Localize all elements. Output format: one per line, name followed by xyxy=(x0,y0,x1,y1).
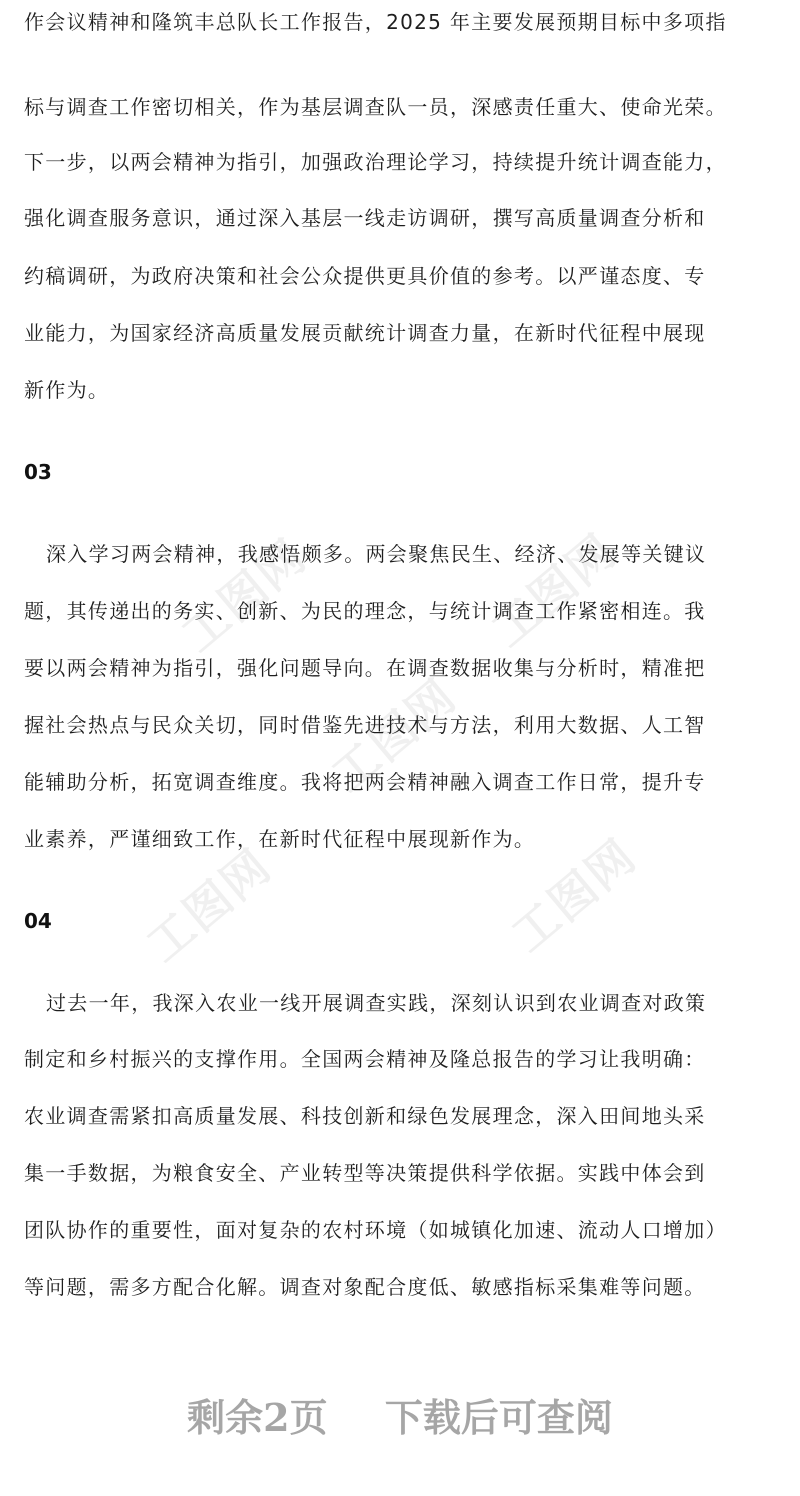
watermark: 工图网 xyxy=(481,523,627,658)
paragraph-line: 握社会热点与民众关切，同时借鉴先进技术与方法，利用大数据、人工智 xyxy=(24,713,706,737)
paragraph-line: 等问题，需多方配合化解。调查对象配合度低、敏感指标采集难等问题。 xyxy=(24,1275,706,1299)
paragraph-line: 制定和乡村振兴的支撑作用。全国两会精神及隆总报告的学习让我明确： xyxy=(24,1047,706,1071)
download-prompt[interactable] xyxy=(0,1388,800,1448)
section-heading-03: 03 xyxy=(24,460,52,484)
watermark: 工图网 xyxy=(321,668,467,803)
section-heading-04: 04 xyxy=(24,909,52,933)
paragraph-line: 下一步，以两会精神为指引，加强政治理论学习，持续提升统计调查能力， xyxy=(24,150,727,174)
paragraph-line: 集一手数据，为粮食安全、产业转型等决策提供科学依据。实践中体会到 xyxy=(24,1161,706,1185)
paragraph-line: 农业调查需紧扣高质量发展、科技创新和绿色发展理念，深入田间地头采 xyxy=(24,1104,706,1128)
paragraph-line: 标与调查工作密切相关，作为基层调查队一员，深感责任重大、使命光荣。 xyxy=(24,95,727,119)
download-to-view-label: 下载后可查阅 xyxy=(384,1395,613,1440)
watermark: 工图网 xyxy=(501,828,647,963)
paragraph-line: 强化调查服务意识，通过深入基层一线走访调研，撰写高质量调查分析和 xyxy=(24,206,706,230)
paragraph-line: 新作为。 xyxy=(24,378,110,402)
paragraph-line: 能辅助分析，拓宽调查维度。我将把两会精神融入调查工作日常，提升专 xyxy=(24,770,706,794)
remaining-pages-label: 剩余2页 xyxy=(187,1395,328,1440)
paragraph-line: 约稿调研，为政府决策和社会公众提供更具价值的参考。以严谨态度、专 xyxy=(24,264,706,288)
paragraph-line: 题，其传递出的务实、创新、为民的理念，与统计调查工作紧密相连。我 xyxy=(24,599,706,623)
watermark: 工图网 xyxy=(171,528,317,663)
paragraph-line: 深入学习两会精神，我感悟颇多。两会聚焦民生、经济、发展等关键议 xyxy=(46,542,707,566)
paragraph-line: 作会议精神和隆筑丰总队长工作报告，2025 年主要发展预期目标中多项指 xyxy=(24,10,727,34)
paragraph-line: 业素养，严谨细致工作，在新时代征程中展现新作为。 xyxy=(24,827,536,851)
paragraph-line: 过去一年，我深入农业一线开展调查实践，深刻认识到农业调查对政策 xyxy=(46,991,707,1015)
paragraph-line: 要以两会精神为指引，强化问题导向。在调查数据收集与分析时，精准把 xyxy=(24,656,706,680)
watermark: 工图网 xyxy=(136,838,282,973)
paragraph-line: 业能力，为国家经济高质量发展贡献统计调查力量，在新时代征程中展现 xyxy=(24,321,706,345)
paragraph-line: 团队协作的重要性，面对复杂的农村环境（如城镇化加速、流动人口增加） xyxy=(24,1218,727,1242)
